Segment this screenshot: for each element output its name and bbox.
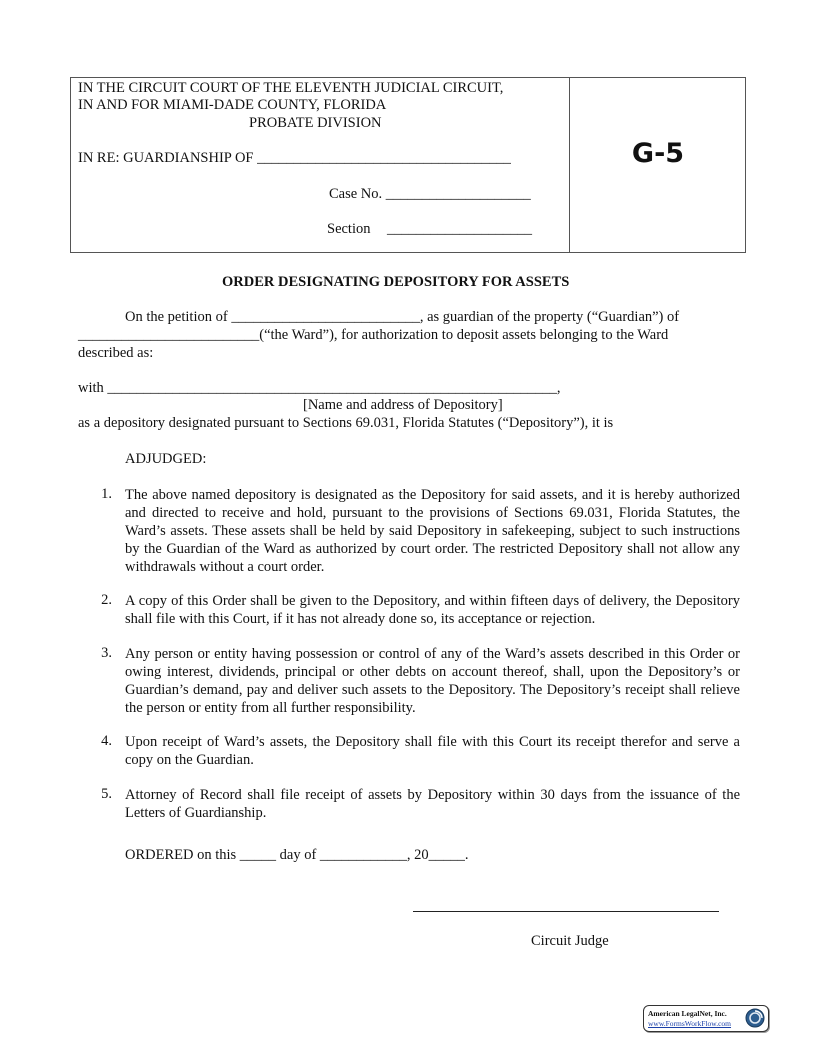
item-number: 5. [101,786,112,802]
item-text: Upon receipt of Ward’s assets, the Depository shall file with this Court its receipt therefor and serve a copy on the Guardian. [125,734,740,768]
item-number: 1. [101,486,112,502]
item-text: Any person or entity having possession or control of any of the Ward’s assets described in this Order or owing interest, dividends, principal or other debts on account thereof, shall, upon the Depository’s or Guardian’s demand, pay and deliver such assets to the Depository. The Depository’s receipt shall relieve the person or entity from all further responsibility. [125,646,740,716]
form-code-label: G-5 [631,138,685,169]
depository-name-field[interactable]: with ______________________________________________________________, [78,380,561,396]
document-title: ORDER DESIGNATING DEPOSITORY FOR ASSETS [222,274,570,290]
section-field[interactable]: ____________________ [387,221,532,237]
petition-line-3: described as: [78,345,154,361]
adjudged-heading: ADJUDGED: [125,451,207,467]
footer-company-name: American LegalNet, Inc. [648,1009,727,1018]
division-label: PROBATE DIVISION [249,115,382,131]
item-number: 3. [101,645,112,661]
depository-caption: [Name and address of Depository] [303,397,503,413]
item-number: 4. [101,733,112,749]
in-re-guardianship-field[interactable]: IN RE: GUARDIANSHIP OF ___________________________________ [78,150,511,166]
case-number-field[interactable]: Case No. ____________________ [329,186,531,202]
ordered-date-line[interactable]: ORDERED on this _____ day of ____________, 20_____. [125,847,469,863]
item-text: The above named depository is designated as the Depository for said assets, and it is hereby authorized and directed to receive and hold, pursuant to the provisions of Sections 69.031, Florida Statutes, the Ward’s assets. These assets shall be held by said Depository in safekeeping, subject to such instructions by the Guardian of the Ward as authorized by court order. The restricted Depository shall not allow any withdrawals without a court order. [125,487,740,575]
item-text: Attorney of Record shall file receipt of assets by Depository within 30 days from the issuance of the Letters of Guardianship. [125,787,740,821]
petition-line-1[interactable]: On the petition of __________________________, as guardian of the property (“Guardian”) of [125,309,680,325]
item-number: 2. [101,592,112,608]
footer-logo[interactable] [643,1005,769,1032]
judge-signature-line[interactable] [413,911,719,912]
depository-statement: as a depository designated pursuant to Sections 69.031, Florida Statutes (“Depository”), it is [78,415,614,431]
section-label: Section [327,221,371,237]
court-name-line2: IN AND FOR MIAMI-DADE COUNTY, FLORIDA [78,97,387,113]
item-text: A copy of this Order shall be given to the Depository, and within fifteen days of delivery, the Depository shall file with this Court, if it has not already done so, its acceptance or rejection. [125,593,740,627]
petition-line-2[interactable]: _________________________(“the Ward”), for authorization to deposit assets belonging to the Ward [78,327,669,343]
signature-title: Circuit Judge [531,933,609,949]
court-name-line1: IN THE CIRCUIT COURT OF THE ELEVENTH JUDICIAL CIRCUIT, [78,80,504,96]
footer-website-link[interactable]: www.FormsWorkFlow.com [648,1019,732,1028]
globe-icon [745,1008,765,1028]
